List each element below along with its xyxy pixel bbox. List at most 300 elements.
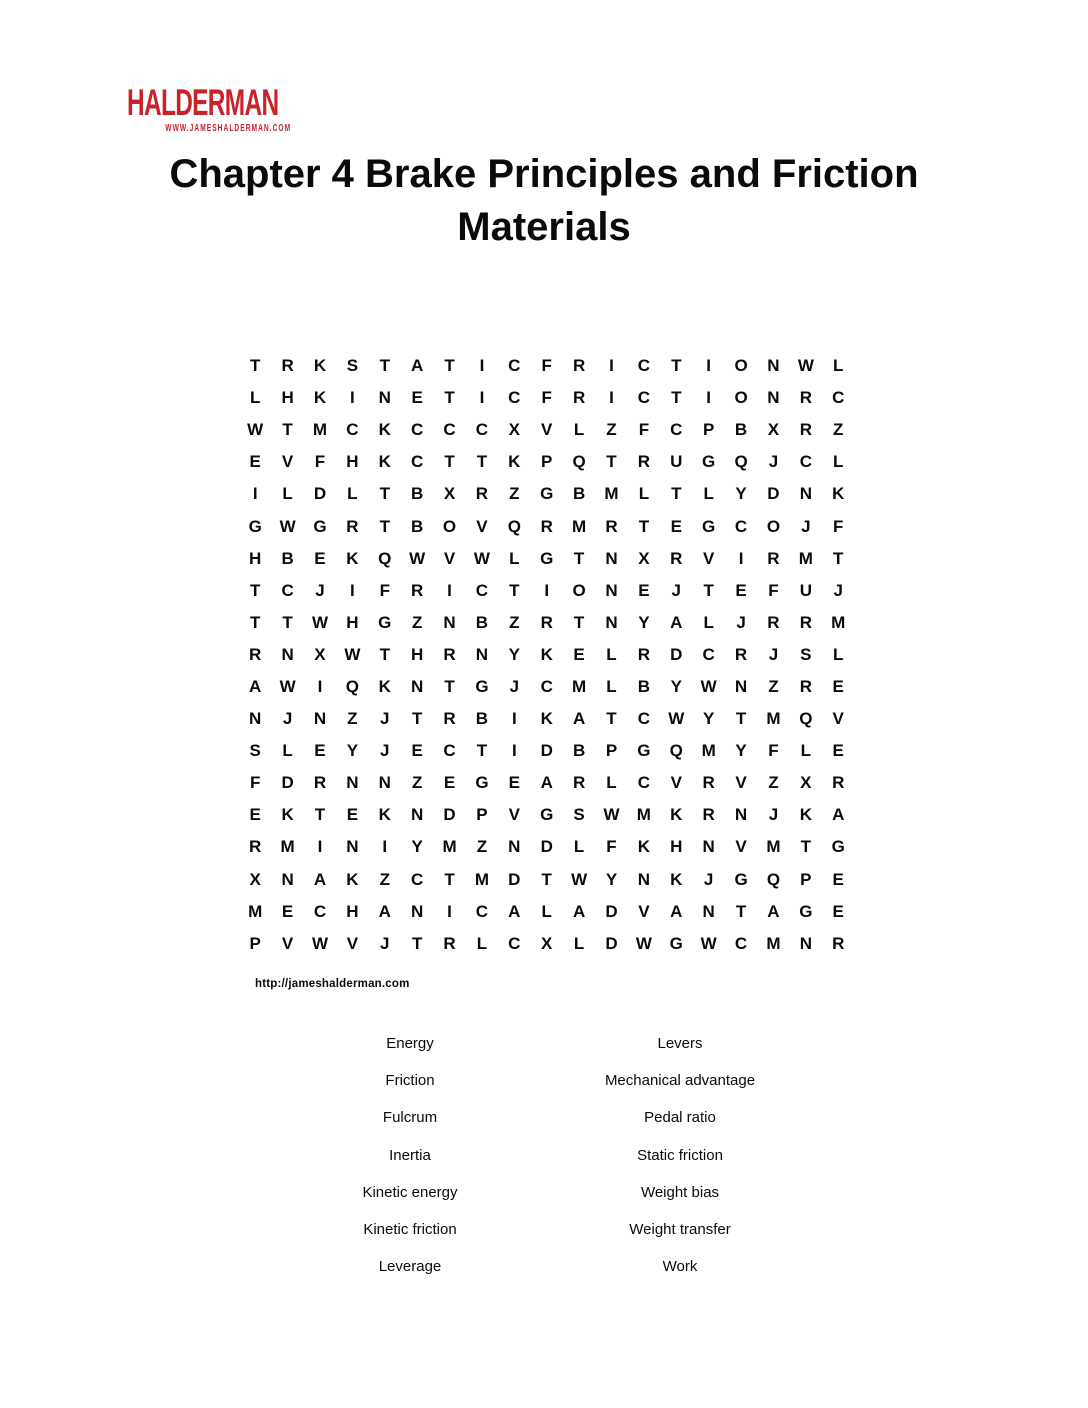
grid-cell-r16c17: M: [766, 837, 781, 857]
grid-cell-r1c15: I: [706, 356, 712, 376]
grid-cell-r9c11: T: [573, 612, 585, 632]
grid-cell-r13c5: J: [380, 741, 390, 761]
grid-cell-r17c14: K: [670, 869, 683, 889]
grid-cell-r7c1: H: [249, 548, 262, 568]
grid-cell-r7c16: I: [738, 548, 744, 568]
grid-cell-r6c6: B: [411, 516, 424, 536]
grid-cell-r13c13: G: [637, 741, 651, 761]
title-line-1: Chapter 4 Brake Principles and Friction: [169, 152, 919, 196]
grid-cell-r1c11: R: [572, 356, 586, 376]
grid-cell-r12c8: B: [475, 709, 489, 729]
grid-cell-r5c18: N: [799, 484, 812, 504]
grid-cell-r19c5: J: [380, 933, 390, 953]
grid-cell-r17c17: Q: [766, 869, 781, 889]
grid-cell-r4c7: T: [444, 452, 455, 472]
grid-cell-r13c18: L: [800, 741, 812, 761]
grid-cell-r18c2: E: [281, 901, 294, 921]
grid-cell-r2c15: I: [706, 388, 712, 408]
grid-cell-r2c17: N: [767, 388, 780, 408]
grid-cell-r7c5: Q: [378, 548, 392, 568]
grid-cell-r5c9: Z: [509, 484, 520, 504]
grid-cell-r17c7: T: [444, 869, 455, 889]
grid-cell-r7c7: V: [443, 548, 456, 568]
grid-cell-r10c5: T: [379, 644, 390, 664]
grid-cell-r19c13: W: [635, 933, 652, 953]
grid-cell-r16c13: K: [637, 837, 651, 857]
grid-cell-r11c15: W: [700, 676, 717, 696]
grid-cell-r15c17: J: [768, 805, 779, 825]
grid-cell-r17c11: W: [571, 869, 588, 889]
grid-cell-r10c17: J: [768, 644, 779, 664]
grid-cell-r4c8: T: [476, 452, 488, 472]
grid-cell-r17c8: M: [474, 869, 490, 889]
grid-cell-r1c16: O: [734, 356, 748, 376]
grid-cell-r12c2: J: [282, 709, 293, 729]
grid-cell-r12c17: M: [766, 709, 781, 729]
grid-cell-r3c13: F: [638, 420, 650, 440]
grid-cell-r13c2: L: [282, 741, 293, 761]
grid-cell-r2c5: N: [378, 388, 391, 408]
grid-cell-r1c8: I: [479, 356, 485, 376]
grid-cell-r11c10: C: [540, 676, 553, 696]
grid-cell-r6c19: F: [833, 516, 844, 536]
grid-cell-r7c18: M: [798, 548, 813, 568]
grid-cell-r7c14: R: [670, 548, 683, 568]
grid-cell-r8c4: I: [350, 580, 355, 600]
grid-cell-r15c12: W: [603, 805, 620, 825]
grid-cell-r19c10: X: [541, 933, 553, 953]
grid-cell-r4c3: F: [314, 452, 326, 472]
grid-cell-r11c5: K: [378, 676, 391, 696]
grid-cell-r3c5: K: [378, 420, 391, 440]
grid-cell-r12c5: J: [380, 709, 390, 729]
grid-cell-r17c3: A: [313, 869, 327, 889]
grid-cell-r12c9: I: [511, 709, 517, 729]
grid-cell-r8c16: E: [735, 580, 747, 600]
grid-cell-r15c15: R: [702, 805, 715, 825]
grid-cell-r8c8: C: [475, 580, 489, 600]
grid-cell-r2c3: K: [313, 388, 327, 408]
grid-cell-r5c10: G: [540, 484, 554, 504]
grid-cell-r7c9: L: [509, 548, 520, 568]
word-list-item: Energy: [386, 1035, 434, 1052]
grid-cell-r14c4: N: [346, 773, 359, 793]
grid-cell-r12c14: W: [668, 709, 685, 729]
grid-cell-r6c9: Q: [507, 516, 521, 536]
grid-cell-r13c9: I: [511, 741, 517, 761]
grid-cell-r5c3: D: [313, 484, 327, 504]
grid-cell-r13c15: M: [701, 741, 716, 761]
grid-cell-r10c1: R: [249, 644, 262, 664]
grid-cell-r4c18: C: [799, 452, 812, 472]
grid-cell-r2c6: E: [411, 388, 423, 408]
grid-cell-r4c13: R: [637, 452, 651, 472]
grid-cell-r16c1: R: [249, 837, 262, 857]
grid-cell-r16c8: Z: [476, 837, 488, 857]
grid-cell-r9c18: R: [799, 612, 812, 632]
grid-cell-r11c12: L: [606, 676, 617, 696]
grid-cell-r16c10: D: [540, 837, 553, 857]
grid-cell-r2c14: T: [671, 388, 682, 408]
grid-cell-r1c9: C: [508, 356, 521, 376]
grid-cell-r2c18: R: [799, 388, 812, 408]
grid-cell-r12c1: N: [249, 709, 262, 729]
grid-cell-r9c19: M: [831, 612, 846, 632]
grid-cell-r12c7: R: [443, 709, 456, 729]
grid-cell-r2c1: L: [250, 388, 261, 408]
grid-cell-r2c10: F: [541, 388, 552, 408]
grid-cell-r19c18: N: [799, 933, 812, 953]
grid-cell-r18c14: A: [670, 901, 683, 921]
grid-cell-r6c10: R: [540, 516, 553, 536]
grid-cell-r9c15: L: [703, 612, 714, 632]
grid-cell-r1c4: S: [346, 356, 359, 376]
grid-cell-r7c13: X: [638, 548, 650, 568]
grid-cell-r3c19: Z: [833, 420, 844, 440]
grid-cell-r17c19: E: [832, 869, 844, 889]
grid-cell-r2c7: T: [444, 388, 455, 408]
grid-cell-r10c15: C: [702, 644, 715, 664]
grid-cell-r9c2: T: [282, 612, 293, 632]
grid-cell-r19c9: C: [508, 933, 521, 953]
grid-cell-r11c7: T: [444, 676, 455, 696]
grid-cell-r5c12: M: [604, 484, 619, 504]
grid-cell-r7c10: G: [540, 548, 554, 568]
grid-cell-r8c19: J: [833, 580, 843, 600]
word-list-item: Inertia: [389, 1146, 431, 1164]
grid-cell-r8c7: I: [447, 580, 452, 600]
grid-cell-r19c1: P: [249, 933, 261, 953]
word-list-item: Weight bias: [640, 1183, 720, 1201]
grid-cell-r2c11: R: [572, 388, 586, 408]
grid-cell-r16c7: M: [442, 837, 457, 857]
grid-cell-r8c18: U: [799, 580, 812, 600]
grid-cell-r9c5: G: [378, 612, 392, 632]
grid-cell-r4c12: T: [606, 452, 617, 472]
grid-cell-r11c3: I: [317, 676, 323, 696]
grid-cell-r14c17: Z: [768, 773, 779, 793]
grid-cell-r15c11: S: [573, 805, 585, 825]
grid-cell-r19c2: V: [281, 933, 294, 953]
grid-cell-r4c11: Q: [572, 452, 586, 472]
grid-cell-r8c3: J: [315, 580, 325, 600]
grid-cell-r6c18: J: [801, 516, 811, 536]
grid-cell-r1c7: T: [444, 356, 455, 376]
grid-cell-r8c1: T: [250, 580, 261, 600]
grid-cell-r9c9: Z: [509, 612, 520, 632]
grid-cell-r19c3: W: [311, 933, 328, 953]
grid-cell-r6c8: V: [476, 516, 488, 536]
grid-cell-r7c3: E: [314, 548, 326, 568]
grid-cell-r6c14: E: [670, 516, 682, 536]
logo-tagline-text: WWW.JAMESHALDERMAN.COM: [165, 123, 292, 134]
grid-cell-r13c7: C: [443, 741, 456, 761]
grid-cell-r16c2: M: [280, 837, 295, 857]
grid-cell-r14c18: X: [800, 773, 812, 793]
word-list-item: Friction: [385, 1072, 435, 1090]
grid-cell-r15c7: D: [443, 805, 456, 825]
grid-cell-r9c7: N: [443, 612, 456, 632]
grid-cell-r14c13: C: [637, 773, 651, 793]
grid-cell-r17c2: N: [281, 869, 294, 889]
grid-cell-r9c16: J: [736, 612, 746, 632]
grid-cell-r2c2: H: [281, 388, 294, 408]
grid-cell-r18c3: C: [313, 901, 327, 921]
grid-cell-r1c10: F: [541, 356, 552, 376]
grid-cell-r9c6: Z: [411, 612, 423, 632]
grid-cell-r4c19: L: [833, 452, 844, 472]
grid-cell-r14c8: G: [475, 773, 489, 793]
grid-cell-r10c13: R: [637, 644, 651, 664]
grid-cell-r5c11: B: [572, 484, 586, 504]
grid-cell-r2c4: I: [350, 388, 355, 408]
grid-cell-r14c6: Z: [411, 773, 423, 793]
grid-cell-r9c17: R: [767, 612, 780, 632]
grid-cell-r19c6: T: [411, 933, 423, 953]
grid-cell-r15c13: M: [636, 805, 651, 825]
grid-cell-r8c11: O: [572, 580, 586, 600]
grid-cell-r5c2: L: [282, 484, 293, 504]
grid-cell-r16c16: V: [735, 837, 747, 857]
grid-cell-r9c14: A: [670, 612, 683, 632]
word-list-item: Work: [662, 1258, 698, 1276]
grid-cell-r10c4: W: [344, 644, 361, 664]
grid-cell-r16c18: T: [800, 837, 812, 857]
grid-cell-r3c4: C: [346, 420, 359, 440]
grid-cell-r12c18: Q: [799, 709, 813, 729]
grid-cell-r1c5: T: [379, 356, 390, 376]
grid-cell-r9c13: Y: [638, 612, 650, 632]
grid-cell-r7c2: B: [281, 548, 294, 568]
grid-cell-r14c16: V: [735, 773, 747, 793]
grid-cell-r12c13: C: [637, 709, 651, 729]
grid-cell-r4c17: J: [768, 452, 779, 472]
grid-cell-r13c16: Y: [735, 741, 747, 761]
grid-cell-r11c11: M: [572, 676, 587, 696]
grid-cell-r17c5: Z: [379, 869, 390, 889]
grid-cell-r9c3: W: [311, 612, 328, 632]
source-url-link[interactable]: http://jameshalderman.com: [255, 978, 410, 990]
grid-cell-r13c12: P: [605, 741, 618, 761]
grid-cell-r19c4: V: [346, 933, 359, 953]
grid-cell-r19c8: L: [476, 933, 488, 953]
grid-cell-r8c2: C: [281, 580, 294, 600]
grid-cell-r13c17: F: [768, 741, 779, 761]
grid-cell-r13c8: T: [476, 741, 488, 761]
grid-cell-r8c12: N: [605, 580, 618, 600]
grid-cell-r5c8: R: [475, 484, 489, 504]
grid-cell-r18c7: I: [447, 901, 452, 921]
grid-cell-r6c12: R: [605, 516, 618, 536]
grid-cell-r10c10: K: [540, 644, 553, 664]
grid-cell-r9c12: N: [605, 612, 618, 632]
grid-cell-r10c3: X: [314, 644, 326, 664]
grid-cell-r10c9: Y: [508, 644, 520, 664]
grid-cell-r8c5: F: [379, 580, 390, 600]
grid-cell-r16c19: G: [831, 837, 845, 857]
grid-cell-r15c8: P: [476, 805, 488, 825]
grid-cell-r9c4: H: [346, 612, 359, 632]
grid-cell-r18c11: A: [572, 901, 586, 921]
grid-cell-r6c2: W: [279, 516, 296, 536]
grid-cell-r7c19: T: [833, 548, 844, 568]
grid-cell-r3c16: B: [734, 420, 748, 440]
grid-cell-r1c17: N: [767, 356, 780, 376]
grid-cell-r8c9: T: [509, 580, 520, 600]
grid-cell-r15c5: K: [378, 805, 391, 825]
grid-cell-r3c11: L: [573, 420, 585, 440]
grid-cell-r15c3: T: [314, 805, 326, 825]
grid-cell-r3c2: T: [282, 420, 293, 440]
grid-cell-r16c11: L: [573, 837, 585, 857]
grid-cell-r5c6: B: [411, 484, 424, 504]
grid-cell-r16c9: N: [508, 837, 521, 857]
grid-cell-r17c1: X: [249, 869, 261, 889]
grid-cell-r6c15: G: [702, 516, 716, 536]
grid-cell-r5c14: T: [671, 484, 682, 504]
grid-cell-r11c8: G: [475, 676, 489, 696]
grid-cell-r4c1: E: [249, 452, 261, 472]
grid-cell-r14c12: L: [606, 773, 617, 793]
grid-cell-r18c17: A: [767, 901, 780, 921]
grid-cell-r12c19: V: [832, 709, 844, 729]
grid-cell-r6c11: M: [572, 516, 587, 536]
grid-cell-r1c3: K: [313, 356, 327, 376]
grid-cell-r8c13: E: [638, 580, 650, 600]
word-list-right: [520, 1025, 840, 1285]
grid-cell-r3c12: Z: [606, 420, 617, 440]
grid-cell-r2c13: C: [637, 388, 651, 408]
grid-cell-r5c4: L: [347, 484, 358, 504]
grid-cell-r15c14: K: [670, 805, 683, 825]
grid-cell-r10c12: L: [606, 644, 617, 664]
grid-cell-r12c4: Z: [347, 709, 358, 729]
grid-cell-r5c5: T: [379, 484, 390, 504]
grid-cell-r11c18: R: [799, 676, 812, 696]
grid-cell-r10c18: S: [800, 644, 812, 664]
grid-cell-r16c14: H: [670, 837, 683, 857]
grid-cell-r13c1: S: [249, 741, 261, 761]
grid-cell-r13c11: B: [572, 741, 586, 761]
grid-cell-r14c7: E: [443, 773, 456, 793]
grid-cell-r6c5: T: [379, 516, 390, 536]
grid-cell-r5c19: K: [832, 484, 845, 504]
grid-cell-r5c16: Y: [735, 484, 747, 504]
grid-cell-r13c3: E: [314, 741, 326, 761]
grid-cell-r7c11: T: [573, 548, 585, 568]
grid-cell-r7c12: N: [605, 548, 618, 568]
word-list-item: Mechanical advantage: [604, 1072, 756, 1090]
grid-cell-r4c5: K: [378, 452, 391, 472]
grid-cell-r12c16: T: [735, 709, 747, 729]
grid-cell-r17c13: N: [637, 869, 651, 889]
grid-cell-r16c3: I: [317, 837, 323, 857]
grid-cell-r17c16: G: [734, 869, 748, 889]
grid-cell-r10c6: H: [411, 644, 424, 664]
grid-cell-r12c10: K: [540, 709, 553, 729]
grid-cell-r16c5: I: [382, 837, 388, 857]
grid-cell-r5c17: D: [767, 484, 780, 504]
grid-cell-r11c1: A: [249, 676, 262, 696]
grid-cell-r15c19: A: [832, 805, 845, 825]
grid-cell-r7c8: W: [473, 548, 490, 568]
grid-cell-r18c6: N: [411, 901, 424, 921]
grid-cell-r16c15: N: [702, 837, 715, 857]
grid-cell-r2c8: I: [479, 388, 485, 408]
grid-cell-r4c16: Q: [734, 452, 748, 472]
grid-cell-r17c15: J: [703, 869, 714, 889]
grid-cell-r8c10: I: [544, 580, 550, 600]
grid-cell-r6c17: O: [766, 516, 781, 536]
word-list-item: Pedal ratio: [644, 1109, 716, 1127]
title-line-2: Materials: [457, 205, 631, 249]
grid-cell-r15c1: E: [249, 805, 261, 825]
grid-cell-r4c15: G: [702, 452, 716, 472]
grid-cell-r16c12: F: [606, 837, 617, 857]
grid-cell-r14c2: D: [281, 773, 294, 793]
grid-cell-r1c13: C: [637, 356, 651, 376]
grid-cell-r5c7: X: [443, 484, 456, 504]
grid-cell-r13c10: D: [540, 741, 553, 761]
grid-cell-r6c7: O: [442, 516, 457, 536]
grid-cell-r4c14: U: [670, 452, 683, 472]
grid-cell-r15c2: K: [281, 805, 294, 825]
grid-cell-r4c6: C: [411, 452, 424, 472]
grid-cell-r12c11: A: [572, 709, 586, 729]
grid-cell-r3c1: W: [247, 420, 264, 440]
grid-cell-r1c6: A: [411, 356, 424, 376]
grid-cell-r5c13: L: [638, 484, 650, 504]
grid-cell-r2c16: O: [734, 388, 748, 408]
grid-cell-r18c9: A: [508, 901, 521, 921]
grid-cell-r11c16: N: [734, 676, 748, 696]
grid-cell-r2c9: C: [508, 388, 521, 408]
grid-cell-r17c12: Y: [605, 869, 618, 889]
grid-cell-r18c16: T: [735, 901, 747, 921]
grid-cell-r11c4: Q: [345, 676, 359, 696]
grid-cell-r10c2: N: [281, 644, 294, 664]
grid-cell-r6c13: T: [638, 516, 650, 536]
grid-cell-r3c17: X: [767, 420, 780, 440]
grid-cell-r9c10: R: [540, 612, 553, 632]
grid-cell-r6c16: C: [734, 516, 748, 536]
word-list-item: Levers: [657, 1035, 703, 1052]
grid-cell-r18c5: A: [378, 901, 391, 921]
grid-cell-r13c19: E: [832, 741, 844, 761]
grid-cell-r15c4: E: [346, 805, 359, 825]
grid-cell-r19c14: G: [669, 933, 683, 953]
grid-cell-r8c15: T: [703, 580, 714, 600]
grid-cell-r11c13: B: [637, 676, 651, 696]
grid-cell-r13c4: Y: [346, 741, 359, 761]
grid-cell-r18c10: L: [541, 901, 552, 921]
grid-cell-r14c11: R: [572, 773, 586, 793]
grid-cell-r8c17: F: [768, 580, 779, 600]
grid-cell-r19c19: R: [832, 933, 845, 953]
grid-cell-r15c18: K: [799, 805, 812, 825]
grid-cell-r13c6: E: [411, 741, 423, 761]
grid-cell-r14c5: N: [378, 773, 391, 793]
grid-cell-r2c19: C: [832, 388, 845, 408]
grid-cell-r17c9: D: [508, 869, 521, 889]
grid-cell-r18c12: D: [605, 901, 618, 921]
grid-cell-r3c6: C: [411, 420, 424, 440]
grid-cell-r19c17: M: [766, 933, 781, 953]
word-search-grid: [239, 350, 854, 960]
grid-cell-r8c6: R: [411, 580, 424, 600]
grid-cell-r10c8: N: [475, 644, 489, 664]
grid-cell-r6c1: G: [248, 516, 262, 536]
